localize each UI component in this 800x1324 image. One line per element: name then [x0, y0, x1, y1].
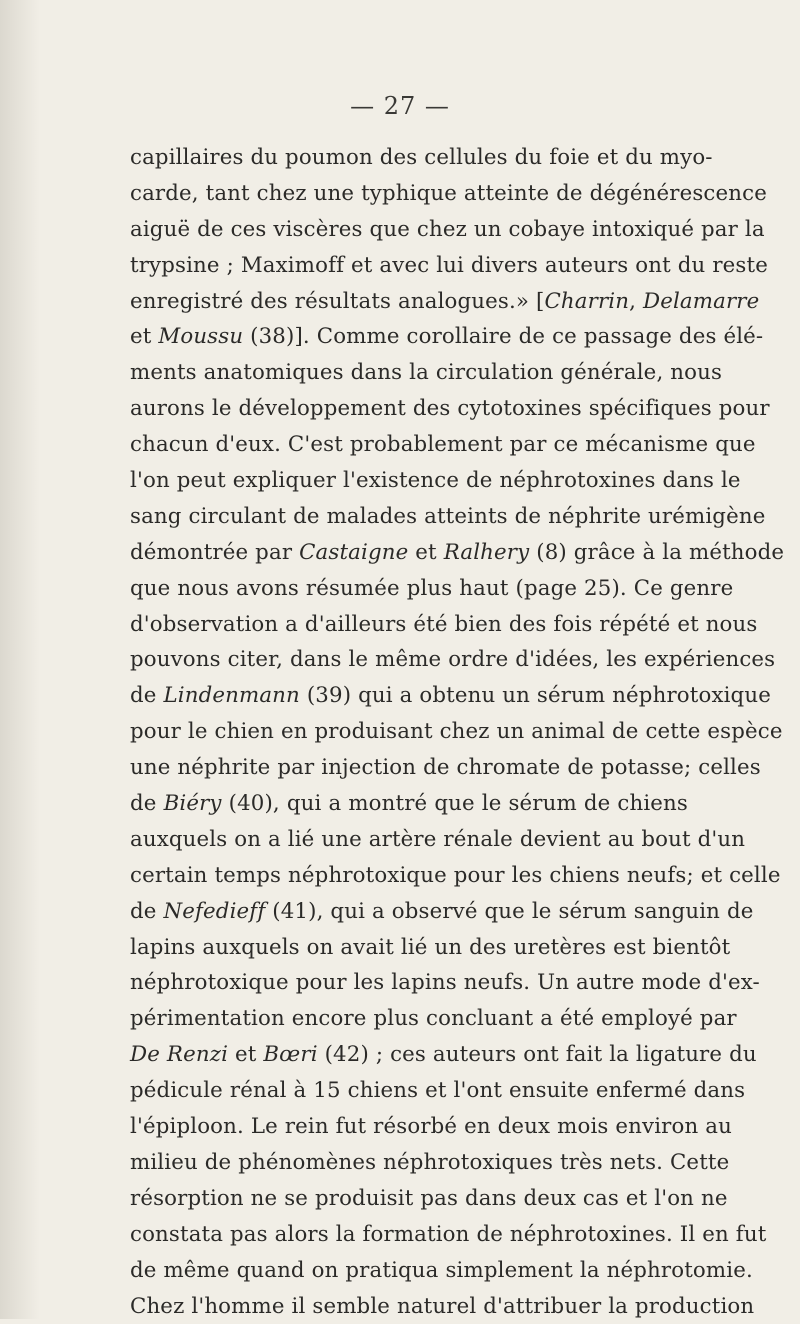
text-line: [130, 750, 688, 786]
author-name: De Renzi: [130, 1042, 228, 1067]
text-run: ,: [629, 289, 643, 314]
text-line: [130, 1001, 688, 1037]
text-run: trypsine ; Maximoff et avec lui divers auteurs ont du reste: [130, 253, 768, 278]
author-name: Nefedieff: [163, 899, 265, 924]
text-run: de: [130, 791, 164, 816]
text-run: démontrée par: [130, 540, 299, 565]
text-line: [130, 284, 688, 320]
text-run: carde, tant chez une typhique atteinte de dégénérescence: [130, 181, 767, 206]
text-run: aurons le développement des cytotoxines spécifiques pour: [130, 396, 770, 421]
text-run: pédicule rénal à 15 chiens et l'ont ensuite enfermé dans: [130, 1078, 745, 1103]
text-run: (8) grâce à la méthode: [529, 540, 784, 565]
text-run: ments anatomiques dans la circulation générale, nous: [130, 360, 722, 385]
text-line: [130, 1109, 688, 1145]
text-run: et: [228, 1042, 263, 1067]
text-run: (40), qui a montré que le sérum de chiens: [222, 791, 688, 816]
text-run: (41), qui a observé que le sérum sanguin de: [265, 899, 753, 924]
text-run: d'observation a d'ailleurs été bien des fois répété et nous: [130, 612, 757, 637]
text-line: [130, 678, 688, 714]
text-run: de: [130, 683, 163, 708]
text-run: de: [130, 899, 163, 924]
text-run: milieu de phénomènes néphrotoxiques très nets. Cette: [130, 1150, 729, 1175]
text-line: [130, 427, 688, 463]
text-run: et: [408, 540, 443, 565]
text-run: une néphrite par injection de chromate de potasse; celles: [130, 755, 761, 780]
text-run: (39) qui a obtenu un sérum néphrotoxique: [300, 683, 771, 708]
text-line: [130, 930, 688, 966]
text-line: [130, 499, 688, 535]
text-line: [130, 786, 688, 822]
text-run: auxquels on a lié une artère rénale devient au bout d'un: [130, 827, 745, 852]
body-text: [130, 140, 688, 1324]
author-name: Biéry: [164, 791, 222, 816]
text-line: [130, 965, 688, 1001]
author-name: Moussu: [158, 324, 243, 349]
text-line: [130, 1037, 688, 1073]
text-run: que nous avons résumée plus haut (page 25). Ce genre: [130, 576, 733, 601]
text-line: [130, 714, 688, 750]
page-number: — 27 —: [0, 92, 800, 120]
text-line: [130, 176, 688, 212]
text-run: pouvons citer, dans le même ordre d'idées, les expériences: [130, 647, 775, 672]
text-run: de même quand on pratiqua simplement la néphrotomie.: [130, 1258, 753, 1283]
text-line: [130, 1217, 688, 1253]
text-run: périmentation encore plus concluant a été employé par: [130, 1006, 737, 1031]
text-line: [130, 463, 688, 499]
text-run: (38)]. Comme corollaire de ce passage des élé-: [243, 324, 763, 349]
text-line: [130, 1073, 688, 1109]
text-line: [130, 822, 688, 858]
text-line: [130, 212, 688, 248]
text-run: aiguë de ces viscères que chez un cobaye intoxiqué par la: [130, 217, 765, 242]
text-run: capillaires du poumon des cellules du foie et du myo-: [130, 145, 713, 170]
text-run: Chez l'homme il semble naturel d'attribuer la production: [130, 1294, 754, 1319]
text-run: pour le chien en produisant chez un animal de cette espèce: [130, 719, 783, 744]
author-name: Castaigne: [299, 540, 408, 565]
text-run: néphrotoxique pour les lapins neufs. Un autre mode d'ex-: [130, 970, 760, 995]
text-line: [130, 391, 688, 427]
text-line: [130, 858, 688, 894]
author-name: Charrin: [544, 289, 629, 314]
text-line: [130, 1145, 688, 1181]
page-edge-shadow: [0, 0, 40, 1319]
text-line: [130, 140, 688, 176]
text-line: [130, 535, 688, 571]
text-run: (42) ; ces auteurs ont fait la ligature du: [318, 1042, 757, 1067]
author-name: Delamarre: [643, 289, 759, 314]
author-name: Bœri: [263, 1042, 317, 1067]
text-line: [130, 642, 688, 678]
text-run: chacun d'eux. C'est probablement par ce mécanisme que: [130, 432, 756, 457]
text-line: [130, 607, 688, 643]
text-line: [130, 571, 688, 607]
text-line: [130, 894, 688, 930]
text-run: l'épiploon. Le rein fut résorbé en deux mois environ au: [130, 1114, 732, 1139]
text-line: [130, 1181, 688, 1217]
text-run: lapins auxquels on avait lié un des uretères est bientôt: [130, 935, 730, 960]
author-name: Ralhery: [444, 540, 530, 565]
text-run: sang circulant de malades atteints de néphrite urémigène: [130, 504, 765, 529]
text-run: résorption ne se produisit pas dans deux cas et l'on ne: [130, 1186, 728, 1211]
text-line: [130, 319, 688, 355]
text-run: enregistré des résultats analogues.» [: [130, 289, 544, 314]
author-name: Lindenmann: [163, 683, 299, 708]
text-line: [130, 1289, 688, 1324]
text-line: [130, 1253, 688, 1289]
text-line: [130, 248, 688, 284]
text-run: et: [130, 324, 158, 349]
text-run: constata pas alors la formation de néphrotoxines. Il en fut: [130, 1222, 766, 1247]
text-line: [130, 355, 688, 391]
text-run: certain temps néphrotoxique pour les chiens neufs; et celle: [130, 863, 781, 888]
text-run: l'on peut expliquer l'existence de néphrotoxines dans le: [130, 468, 741, 493]
